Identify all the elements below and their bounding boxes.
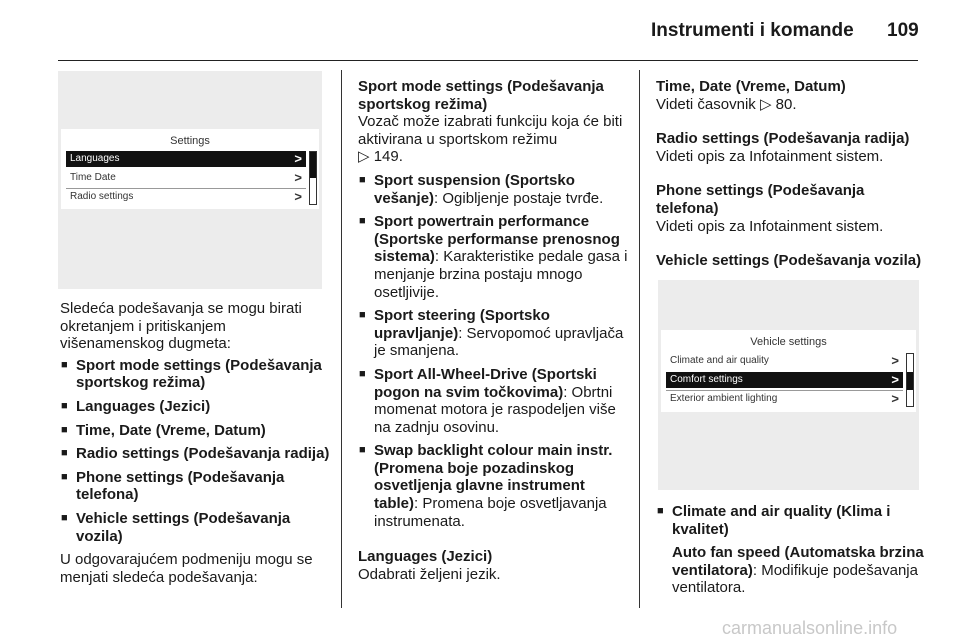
bullet-item: ■ Sport mode settings (Podešavanja sportskog režima) (60, 357, 330, 392)
scrollbar (906, 353, 914, 407)
section-text (358, 113, 628, 166)
bullet-item: ■ Vehicle settings (Podešavanja vozila) (60, 510, 330, 545)
bullet-item: ■ Radio settings (Podešavanja radija) (60, 445, 330, 463)
section-heading: Vehicle settings (Podešavanja vozila) (656, 252, 922, 270)
section-text (656, 96, 926, 114)
bullet-item (358, 307, 628, 360)
section-heading: Time, Date (Vreme, Datum) (656, 78, 846, 95)
page-header-title: Instrumenti i komande (651, 20, 854, 41)
scrollbar-thumb (310, 152, 316, 178)
bullet-item (358, 172, 628, 207)
scrollbar-thumb (907, 372, 913, 390)
menu-row-time-date (66, 170, 306, 186)
vehicle-settings-screen-image (658, 280, 919, 490)
menu-row-label: Time Date (70, 172, 116, 183)
bullet-item: ■ Languages (Jezici) (60, 398, 330, 416)
bullet-item (358, 442, 628, 530)
settings-display (61, 129, 319, 209)
bullet-term: Sport suspension (Sportsko vešanje) (374, 171, 575, 207)
bullet-term: Swap backlight colour main instr. (Promena boje pozadinskog osvetljenja glavne instrument table) (374, 442, 613, 513)
sub-term: Auto fan speed (Automatska brzina ventilatora) (672, 544, 924, 579)
section-heading: Radio settings (Podešavanja radija) (656, 130, 910, 148)
section-heading: Languages (Jezici) (358, 548, 493, 566)
bullet-item: ■ Phone settings (Podešavanja telefona) (60, 469, 330, 504)
display-title: Settings (170, 135, 210, 147)
scrollbar (309, 151, 317, 205)
bullet-item: ■ Time, Date (Vreme, Datum) (60, 422, 330, 440)
section-heading: Sport mode settings (Podešavanja sportskog režima) (358, 78, 604, 113)
bullet-item (358, 366, 628, 436)
header-rule (58, 60, 918, 61)
chevron-right-icon: > (294, 189, 302, 204)
bullet-desc: : Obrtni momenat motora je raspodeljen više na zadnju osovinu. (374, 383, 616, 436)
intro-text: Sledeća podešavanja se mogu birati okretanjem i pritiskanjem višenamenskog dugmeta: (60, 300, 302, 353)
column-divider (341, 70, 342, 608)
settings-screen-image (58, 71, 322, 289)
bullet-item: ■ Climate and air quality (Klima i kvalitet) (656, 503, 928, 538)
display-title: Vehicle settings (750, 336, 827, 348)
menu-row-label: Exterior ambient lighting (670, 393, 778, 404)
reference-arrow-icon: ▷ (358, 148, 370, 166)
chevron-right-icon: > (294, 170, 302, 185)
chevron-right-icon: > (891, 353, 899, 368)
section-heading: Phone settings (Podešavanja telefona) (656, 182, 865, 217)
bullet-desc: : Karakteristike pedale gasa i menjanje brzina postaju mnogo osetljivije. (374, 248, 628, 301)
page-reference: 80. (775, 95, 797, 113)
bullet-item (358, 213, 628, 301)
sub-desc: : Modifikuje podešavanja ventilatora. (672, 561, 918, 597)
menu-row-label: Climate and air quality (670, 355, 769, 366)
menu-row-radio-settings (66, 189, 306, 205)
page-reference: 149. (373, 148, 403, 166)
section-text: Odabrati željeni jezik. (358, 565, 501, 583)
page-number: 109 (887, 20, 919, 41)
section-text: Videti opis za Infotainment sistem. (656, 217, 884, 235)
column-divider (639, 70, 640, 608)
outro-text: U odgovarajućem podmeniju mogu se menjati sledeća podešavanja: (60, 551, 313, 586)
column-1 (60, 300, 330, 586)
text: Videti časovnik (656, 95, 756, 113)
section-text: Videti opis za Infotainment sistem. (656, 147, 884, 165)
chevron-right-icon: > (294, 151, 302, 166)
watermark: carmanualsonline.info (722, 618, 898, 638)
bullet-term: Sport steering (Sportsko upravljanje) (374, 307, 550, 342)
chevron-right-icon: > (891, 391, 899, 406)
menu-row-label: Comfort settings (670, 374, 743, 385)
menu-row-label: Radio settings (70, 191, 134, 202)
menu-row-exterior-lighting (666, 391, 903, 407)
bullet-desc: : Servopomoć upravljača je smanjena. (374, 324, 624, 360)
bullet-desc: : Ogibljenje postaje tvrđe. (434, 189, 604, 207)
bullet-term: Sport All-Wheel-Drive (Sportski pogon na svim točkovima) (374, 365, 597, 401)
menu-row-comfort (666, 372, 903, 388)
menu-row-languages (66, 151, 306, 167)
bullet-term: Sport powertrain performance (Sportske performanse prenosnog sistema) (374, 213, 620, 266)
column-3-lower (656, 503, 928, 597)
chevron-right-icon: > (891, 372, 899, 387)
column-2 (358, 78, 628, 583)
menu-row-label: Languages (70, 153, 120, 164)
sub-item (656, 544, 928, 597)
intro-text: Vozač može izabrati funkciju koja će biti aktivirana u sportskom režimu (358, 113, 623, 148)
menu-row-climate (666, 353, 903, 369)
vehicle-settings-display (661, 330, 916, 412)
column-3 (656, 78, 926, 270)
bullet-desc: : Promena boje osvetljavanja instrumenata. (374, 495, 607, 530)
reference-arrow-icon: ▷ (759, 95, 772, 113)
